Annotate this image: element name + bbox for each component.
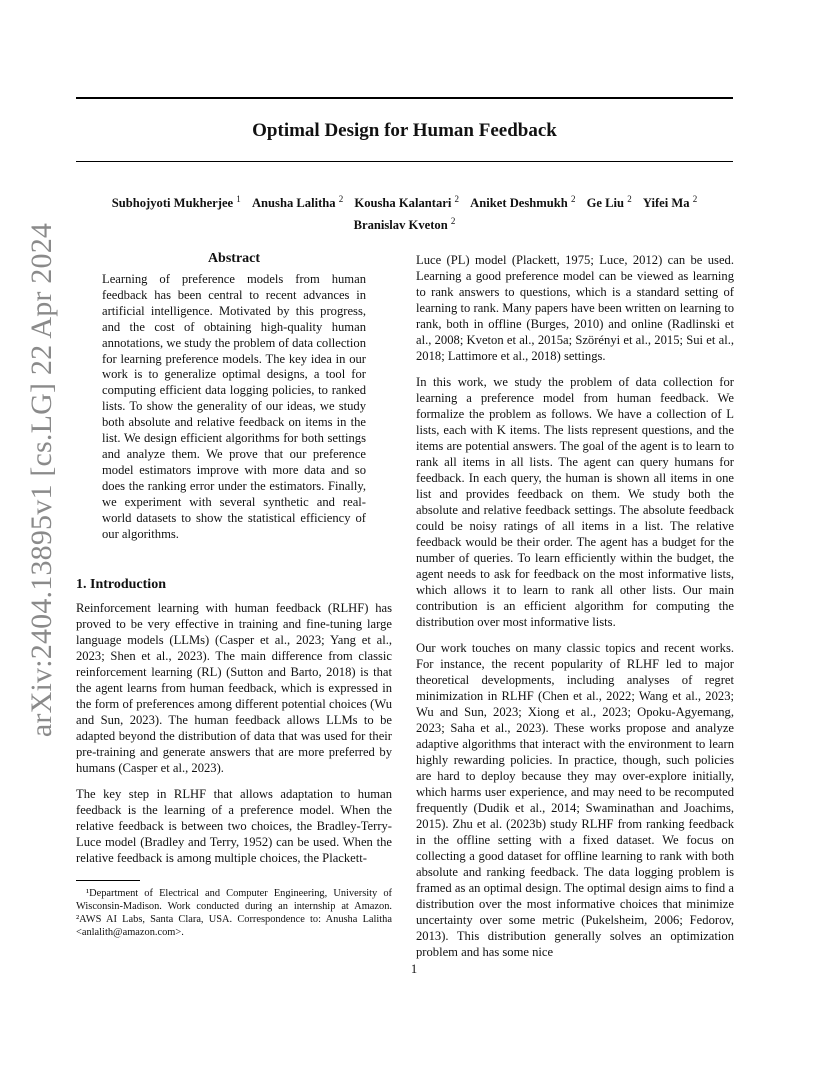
author-list [76,190,733,234]
author: Ge Liu $^2$ [586,194,632,211]
abstract-text: Learning of preference models from human feedback has been central to recent advances in artificial intelligence. Motivated by this progress, and the cost of obtaining high-quality human annotations, we study the problem of data collection for learning preference models. The key idea in our work is to generalize optimal designs, a tool for computing efficient data logging policies, to ranked lists. To show the generality of our ideas, we study both absolute and relative feedback on items in the list. We design efficient algorithms for both settings and analyze them. We prove that our preference model estimators improve with more data and so does the ranking error under the estimators. Finally, we experiment with several synthetic and real-world datasets to show the statistical efficiency of our algorithms. [102,272,366,541]
footnote [76,880,392,939]
author: Kousha Kalantari $^2$ [354,194,459,211]
right-paragraph-0: Luce (PL) model (Plackett, 1975; Luce, 2012) can be used. Learning a good preference model can be viewed as learning to rank answers to questions, which is a standard setting of learning to rank. Many papers have been written on learning to rank, both in offline (Burges, 2010) and online (Radlinski et al., 2008; Kveton et al., 2015a; Szörényi et al., 2015; Sui et al., 2018; Lattimore et al., 2018) settings. [416,253,734,363]
author: Subhojyoti Mukherjee $^1$ [111,194,241,211]
section-heading: 1. Introduction [76,577,166,593]
intro-paragraph-1: Reinforcement learning with human feedback (RLHF) has proved to be very effective in training and fine-tuning large language models (LLMs) (Casper et al., 2023; Yang et al., 2023; Shen et al., 2023). The main difference from classic reinforcement learning (RL) (Sutton and Barto, 2018) is that the agent learns from human feedback, which is expressed in the form of preferences among different potential choices (Wu and Sun, 2023). The human feedback allows LLMs to be adapted beyond the distribution of data that was used for their pre-training and generate answers that are more preferred by humans (Casper et al., 2023). [76,601,392,776]
title-rule-bottom [76,161,733,162]
paper-title: Optimal Design for Human Feedback [252,120,557,141]
arxiv-id: arXiv:2404.13895v1 [cs.LG] 22 Apr 2024 [25,222,58,738]
author: Branislav Kveton $^2$ [353,216,456,233]
author: Yifei Ma $^2$ [642,194,698,211]
title-rule-top [76,97,733,99]
right-paragraph-2: Our work touches on many classic topics and recent works. For instance, the recent popularity of RLHF led to major theoretical developments, including analyses of regret minimization in RLHF (Chen et al., 2022; Wang et al., 2023; Wu and Sun, 2023; Xiong et al., 2023; Opoku-Agyemang, 2023; Saha et al., 2023). These works propose and analyze adaptive algorithms that interact with the environment to learn highly rewarding policies. In practice, though, such policies are hard to deploy because they may over-explore initially, which harms user experience, and may need to be recomputed frequently (Dudik et al., 2014; Swaminathan and Joachims, 2015). Zhu et al. (2023b) study RLHF from ranking feedback in the offline setting with a fixed dataset. We focus on collecting a good dataset for offline learning to rank with both absolute and ranking feedback. The data logging problem is framed as an optimal design. The optimal design aims to find a distribution over the most informative choices that minimize uncertainty over some metric (Pukelsheim, 2006; Fedorov, 2013). This distribution generally solves an optimization problem and has some nice [416,641,734,959]
abstract-heading: Abstract [207,251,261,266]
author: Anusha Lalitha $^2$ [251,194,344,211]
left-column [76,250,392,876]
page-number: 1 [410,962,418,976]
footnote-text: ¹Department of Electrical and Computer Engineering, University of Wisconsin-Madison. Work conducted during an internship at Amazon. ²AWS AI Labs, Santa Clara, USA. Correspondence to: Anusha Lalitha <anlalith@amazon.com>. [76,888,392,938]
intro-paragraph-2: The key step in RLHF that allows adaptation to human feedback is the learning of a preference model. When the relative feedback is between two choices, the Bradley-Terry-Luce model (Bradley and Terry, 1952) can be used. When the relative feedback is among multiple choices, the Plackett- [76,787,392,866]
footnote-rule [76,880,140,881]
right-paragraph-1: In this work, we study the problem of data collection for learning a preference model from human feedback. We formalize the problem as follows. We have a collection of L lists, each with K items. The lists represent questions, and the items are potential answers. The goal of the agent is to learn to rank all items in all lists. The agent can query humans for feedback. In each query, the human is shown all items in one list and provides feedback on them. We study both the absolute and relative feedback settings. The absolute feedback could be noisy ratings of all items in a list. The relative feedback would be their order. The agent has a budget for the number of queries. To learn efficiently within the budget, the agent needs to ask for feedback on the most informative lists, which allows it to learn to rank all other lists. Our main contribution is an efficient algorithm for computing the distribution over most informative lists. [416,375,734,629]
author: Aniket Deshmukh $^2$ [470,194,576,211]
right-column [416,252,734,970]
